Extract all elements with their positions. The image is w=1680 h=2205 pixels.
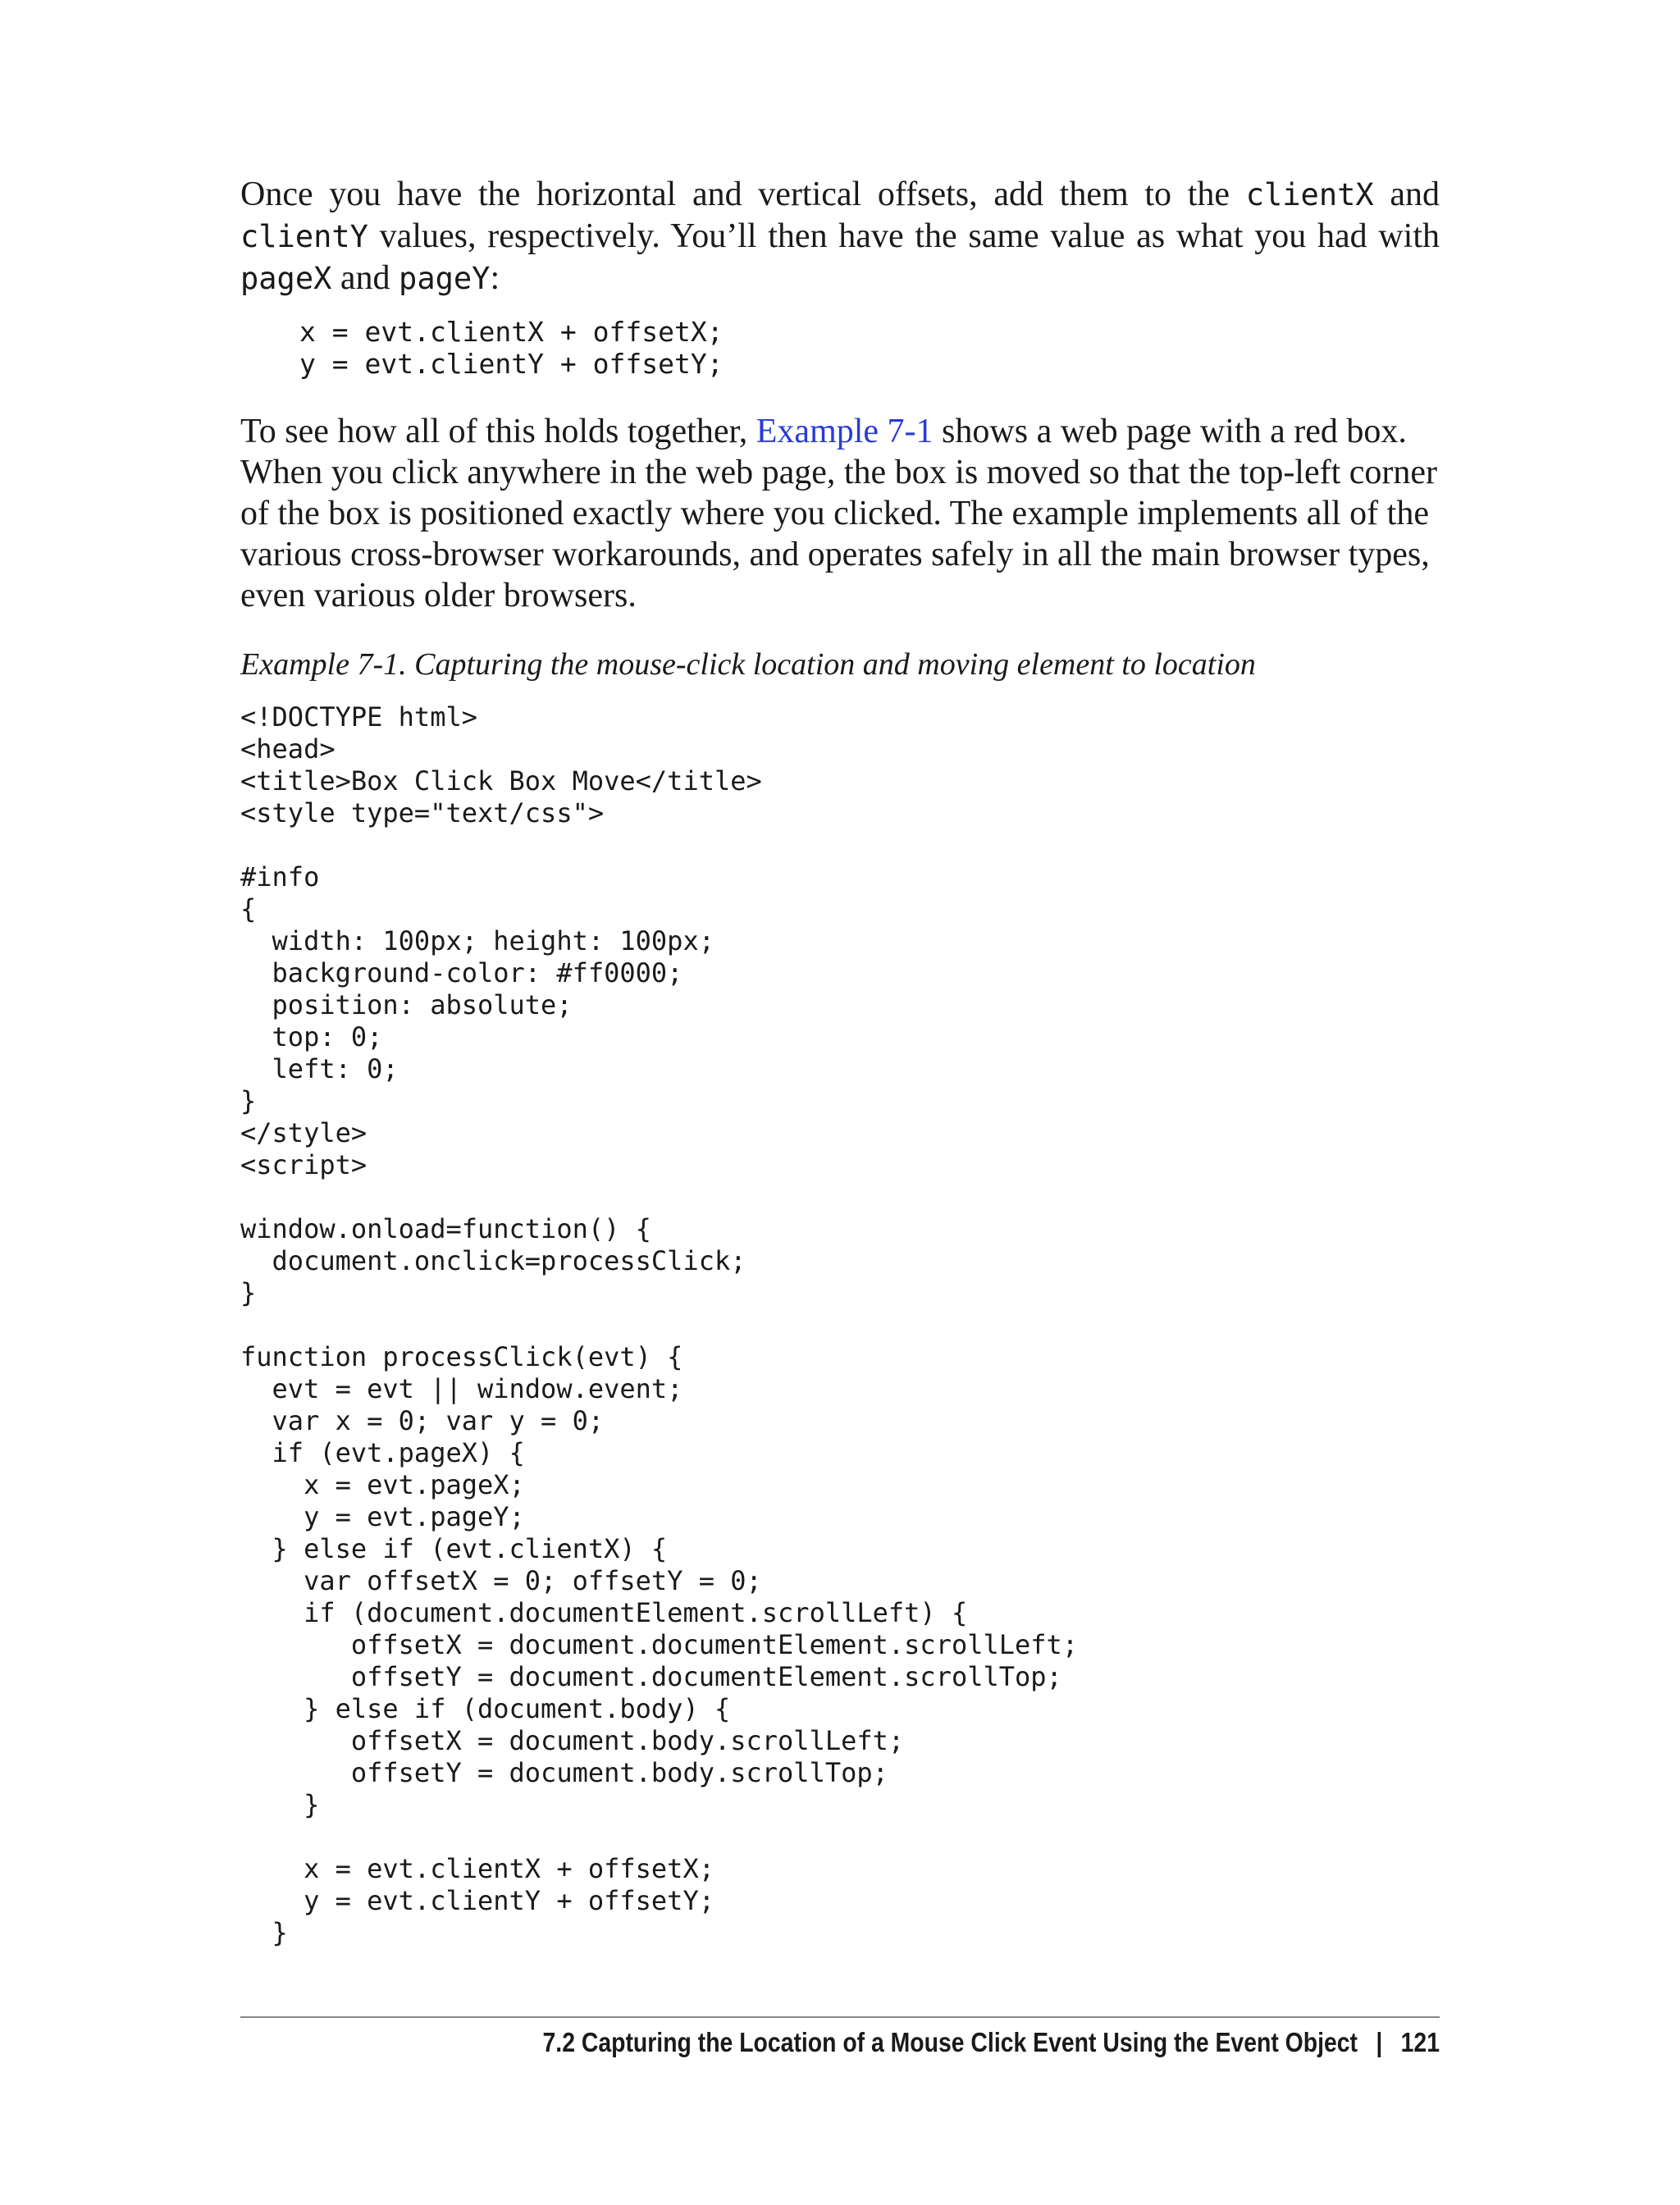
inline-code-clientx: clientX: [1245, 177, 1374, 212]
code-listing: <!DOCTYPE html> <head> <title>Box Click Box Move</title> <style type="text/css"> #info { width: 100px; height: 100px; background-color: #ff0000; position: absolute; top: 0; left: 0; } </style> <script> window.onload=function() { document.onclick=processClick; } function processClick(evt) { evt = evt || window.event; var x = 0; var y = 0; if (evt.pageX) { x = evt.pageX; y = evt.pageY; } else if (evt.clientX) { var offsetX = 0; offsetY = 0; if (document.documentElement.scrollLeft) { offsetX = document.documentElement.scrollLeft; offsetY = document.documentElement.scrollTop; } else if (document.body) { offsetX = document.body.scrollLeft; offsetY = document.body.scrollTop; } x = evt.clientX + offsetX; y = evt.clientY + offsetY; }: [240, 701, 1079, 1948]
footer-section-title: 7.2 Capturing the Location of a Mouse Click Event Using the Event Object: [542, 2027, 1358, 2057]
running-footer: [409, 2025, 1440, 2061]
page-number: 121: [1400, 2027, 1440, 2057]
page-content: [240, 174, 1440, 1949]
text-run: :: [490, 259, 500, 297]
inline-code-pagex: pageX: [240, 261, 332, 296]
text-run: To see how all of this holds together,: [240, 413, 756, 450]
text-run: values, respectively. You’ll then have the same value as what you had with: [368, 217, 1440, 255]
text-run: and: [331, 259, 399, 297]
example-link[interactable]: Example 7-1: [756, 413, 934, 450]
explanation-paragraph: [240, 411, 1440, 616]
text-run: and: [1373, 176, 1440, 213]
offset-code-snippet: x = evt.clientX + offsetX; y = evt.clientY + offsetY;: [299, 316, 724, 380]
intro-paragraph: [240, 174, 1440, 299]
footer-divider: [240, 2016, 1440, 2018]
inline-code-pagey: pageY: [399, 261, 491, 296]
inline-code-clienty: clientY: [240, 219, 368, 254]
footer-separator: |: [1376, 2027, 1383, 2057]
example-caption: Example 7-1. Capturing the mouse-click location and moving element to location: [240, 647, 1256, 682]
text-run: Once you have the horizontal and vertical offsets, add them to the: [240, 176, 1246, 213]
text-run: shows a web page with a red box. When you click anywhere in the web page, the box is moved so that the top-left corner of the box is positioned exactly where you clicked. The example implements all of the various cross-browser workarounds, and operates safely in all the main browser types, even various older browsers.: [240, 413, 1438, 614]
